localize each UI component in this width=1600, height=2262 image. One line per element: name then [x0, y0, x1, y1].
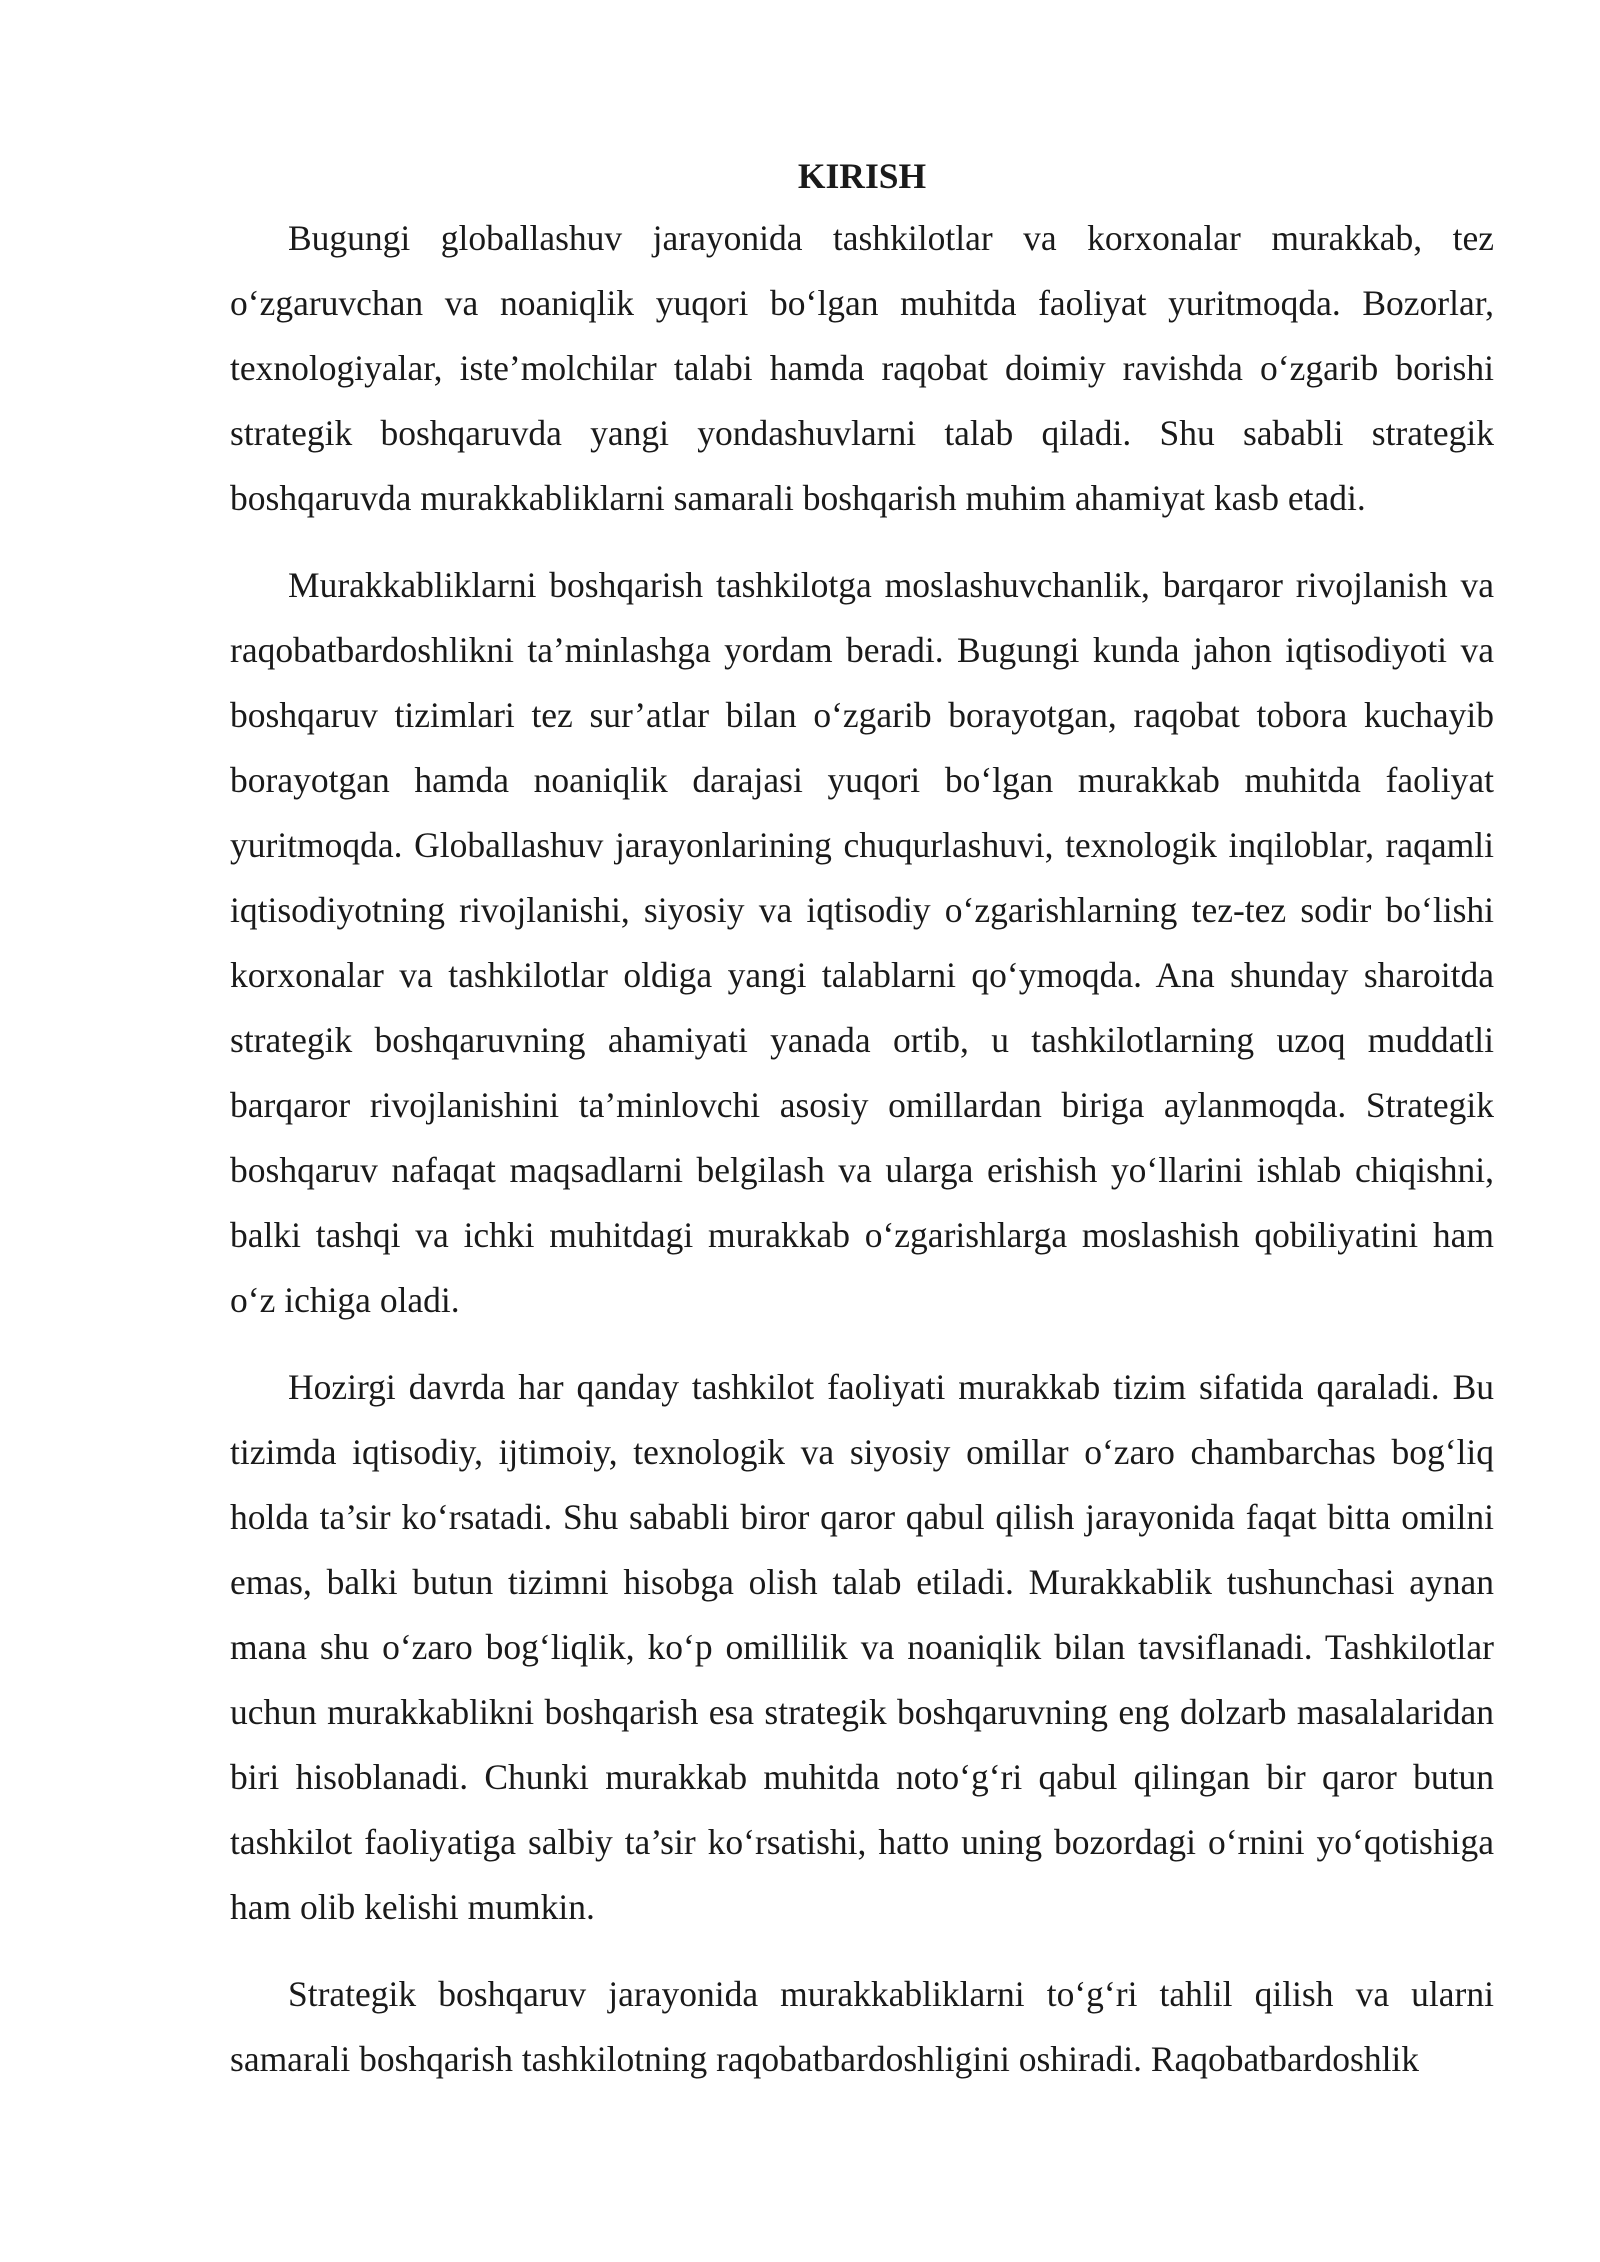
paragraph-2: Murakkabliklarni boshqarish tashkilotga moslashuvchanlik, barqaror rivojlanish va raqobatbardoshlikni ta’minlashga yordam beradi. Bugungi kunda jahon iqtisodiyoti va boshqaruv tizimlari tez sur’atlar bilan o‘zgarib borayotgan, raqobat tobora kuchayib borayotgan hamda noaniqlik darajasi yuqori bo‘lgan murakkab muhitda faoliyat yuritmoqda. Globallashuv jarayonlarining chuqurlashuvi, texnologik inqiloblar, raqamli iqtisodiyotning rivojlanishi, siyosiy va iqtisodiy o‘zgarishlarning tez-tez sodir bo‘lishi korxonalar va tashkilotlar oldiga yangi talablarni qo‘ymoqda. Ana shunday sharoitda strategik boshqaruvning ahamiyati yanada ortib, u tashkilotlarning uzoq muddatli barqaror rivojlanishini ta’minlovchi asosiy omillardan biriga aylanmoqda. Strategik boshqaruv nafaqat maqsadlarni belgilash va ularga erishish yo‘llarini ishlab chiqishni, balki tashqi va ichki muhitdagi murakkab o‘zgarishlarga moslashish qobiliyatini ham o‘z ichiga oladi. [230, 565, 1494, 1320]
section-title: KIRISH [797, 156, 927, 196]
paragraph-4: Strategik boshqaruv jarayonida murakkabliklarni to‘g‘ri tahlil qilish va ularni samarali boshqarish tashkilotning raqobatbardoshligini oshiradi. Raqobatbardoshlik [230, 1974, 1494, 2079]
paragraph-3: Hozirgi davrda har qanday tashkilot faoliyati murakkab tizim sifatida qaraladi. Bu tizimda iqtisodiy, ijtimoiy, texnologik va siyosiy omillar o‘zaro chambarchas bog‘liq holda ta’sir ko‘rsatadi. Shu sababli biror qaror qabul qilish jarayonida faqat bitta omilni emas, balki butun tizimni hisobga olish talab etiladi. Murakkablik tushunchasi aynan mana shu o‘zaro bog‘liqlik, ko‘p omillilik va noaniqlik bilan tavsiflanadi. Tashkilotlar uchun murakkablikni boshqarish esa strategik boshqaruvning eng dolzarb masalalaridan biri hisoblanadi. Chunki murakkab muhitda noto‘g‘ri qabul qilingan bir qaror butun tashkilot faoliyatiga salbiy ta’sir ko‘rsatishi, hatto uning bozordagi o‘rnini yo‘qotishiga ham olib kelishi mumkin. [230, 1367, 1494, 1927]
document-body [230, 148, 1494, 2114]
paragraph-1: Bugungi globallashuv jarayonida tashkilotlar va korxonalar murakkab, tez o‘zgaruvchan va noaniqlik yuqori bo‘lgan muhitda faoliyat yuritmoqda. Bozorlar, texnologiyalar, iste’molchilar talabi hamda raqobat doimiy ravishda o‘zgarib borishi strategik boshqaruvda yangi yondashuvlarni talab qiladi. Shu sababli strategik boshqaruvda murakkabliklarni samarali boshqarish muhim ahamiyat kasb etadi. [230, 218, 1494, 518]
